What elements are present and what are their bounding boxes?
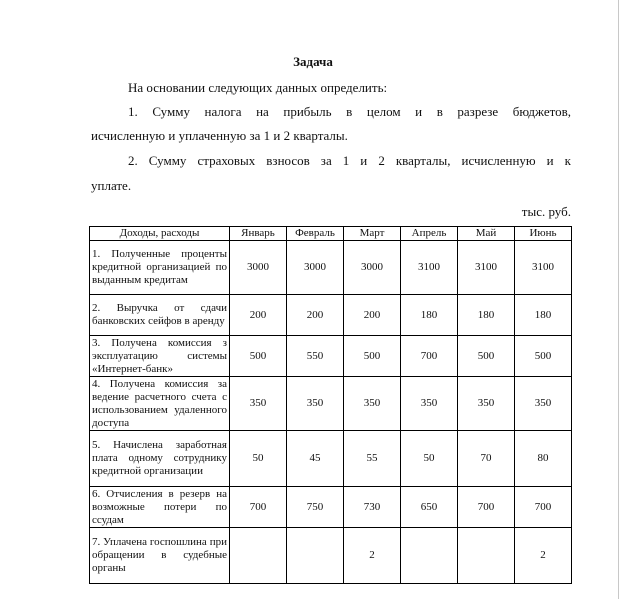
- row-label: 4. Получена комиссия за ведение расчетного счета с использованием удаленного доступа: [90, 377, 230, 431]
- header-march: Март: [344, 227, 401, 241]
- cell-march: 200: [344, 295, 401, 336]
- income-expense-table: [89, 226, 572, 584]
- cell-april: 3100: [401, 241, 458, 295]
- table-row: [90, 487, 572, 528]
- cell-february: 3000: [287, 241, 344, 295]
- table-row: [90, 377, 572, 431]
- cell-june: 350: [515, 377, 572, 431]
- cell-march: 3000: [344, 241, 401, 295]
- cell-january: 50: [230, 431, 287, 487]
- cell-may: 70: [458, 431, 515, 487]
- cell-january: 3000: [230, 241, 287, 295]
- cell-march: 350: [344, 377, 401, 431]
- cell-march: 2: [344, 528, 401, 584]
- cell-february: 200: [287, 295, 344, 336]
- cell-march: 500: [344, 336, 401, 377]
- cell-march: 55: [344, 431, 401, 487]
- task-item-2-line-2: уплате.: [91, 178, 132, 193]
- task-item-1-line-2: исчисленную и уплаченную за 1 и 2 кварталы.: [91, 128, 348, 143]
- header-february: Февраль: [287, 227, 344, 241]
- cell-january: 500: [230, 336, 287, 377]
- cell-january: [230, 528, 287, 584]
- cell-may: 700: [458, 487, 515, 528]
- cell-may: 3100: [458, 241, 515, 295]
- row-label: 2. Выручка от сдачи банковских сейфов в аренду: [90, 295, 230, 336]
- cell-april: 180: [401, 295, 458, 336]
- cell-april: [401, 528, 458, 584]
- header-january: Январь: [230, 227, 287, 241]
- row-label: 7. Уплачена госпошлина при обращении в судебные органы: [90, 528, 230, 584]
- header-april: Апрель: [401, 227, 458, 241]
- cell-january: 200: [230, 295, 287, 336]
- cell-january: 700: [230, 487, 287, 528]
- cell-february: 45: [287, 431, 344, 487]
- cell-april: 50: [401, 431, 458, 487]
- cell-may: 500: [458, 336, 515, 377]
- cell-june: 500: [515, 336, 572, 377]
- header-may: Май: [458, 227, 515, 241]
- cell-june: 180: [515, 295, 572, 336]
- cell-february: 350: [287, 377, 344, 431]
- table-row: [90, 336, 572, 377]
- document-title: Задача: [293, 54, 333, 69]
- cell-june: 700: [515, 487, 572, 528]
- table-row: [90, 528, 572, 584]
- task-item-2-line-1: 2. Сумму страховых взносов за 1 и 2 кварталы, исчисленную и к: [128, 153, 571, 168]
- task-item-1-line-1: 1. Сумму налога на прибыль в целом и в разрезе бюджетов,: [128, 104, 571, 119]
- row-label: 1. Полученные проценты кредитной организацией по выданным кредитам: [90, 241, 230, 295]
- row-label: 5. Начислена заработная плата одному сотруднику кредитной организации: [90, 431, 230, 487]
- cell-june: 80: [515, 431, 572, 487]
- table-header-row: [90, 227, 572, 241]
- table-row: [90, 431, 572, 487]
- header-income-expense: Доходы, расходы: [90, 227, 230, 241]
- cell-june: 2: [515, 528, 572, 584]
- table-row: [90, 241, 572, 295]
- cell-may: 180: [458, 295, 515, 336]
- cell-april: 650: [401, 487, 458, 528]
- cell-june: 3100: [515, 241, 572, 295]
- row-label: 3. Получена комиссия з эксплуатацию системы «Интернет-банк»: [90, 336, 230, 377]
- cell-february: 750: [287, 487, 344, 528]
- cell-january: 350: [230, 377, 287, 431]
- header-june: Июнь: [515, 227, 572, 241]
- row-label: 6. Отчисления в резерв на возможные потери по ссудам: [90, 487, 230, 528]
- cell-may: [458, 528, 515, 584]
- cell-april: 350: [401, 377, 458, 431]
- cell-may: 350: [458, 377, 515, 431]
- cell-february: [287, 528, 344, 584]
- table-row: [90, 295, 572, 336]
- units-label: тыс. руб.: [521, 204, 571, 219]
- cell-february: 550: [287, 336, 344, 377]
- intro-paragraph: На основании следующих данных определить:: [128, 80, 388, 95]
- cell-march: 730: [344, 487, 401, 528]
- cell-april: 700: [401, 336, 458, 377]
